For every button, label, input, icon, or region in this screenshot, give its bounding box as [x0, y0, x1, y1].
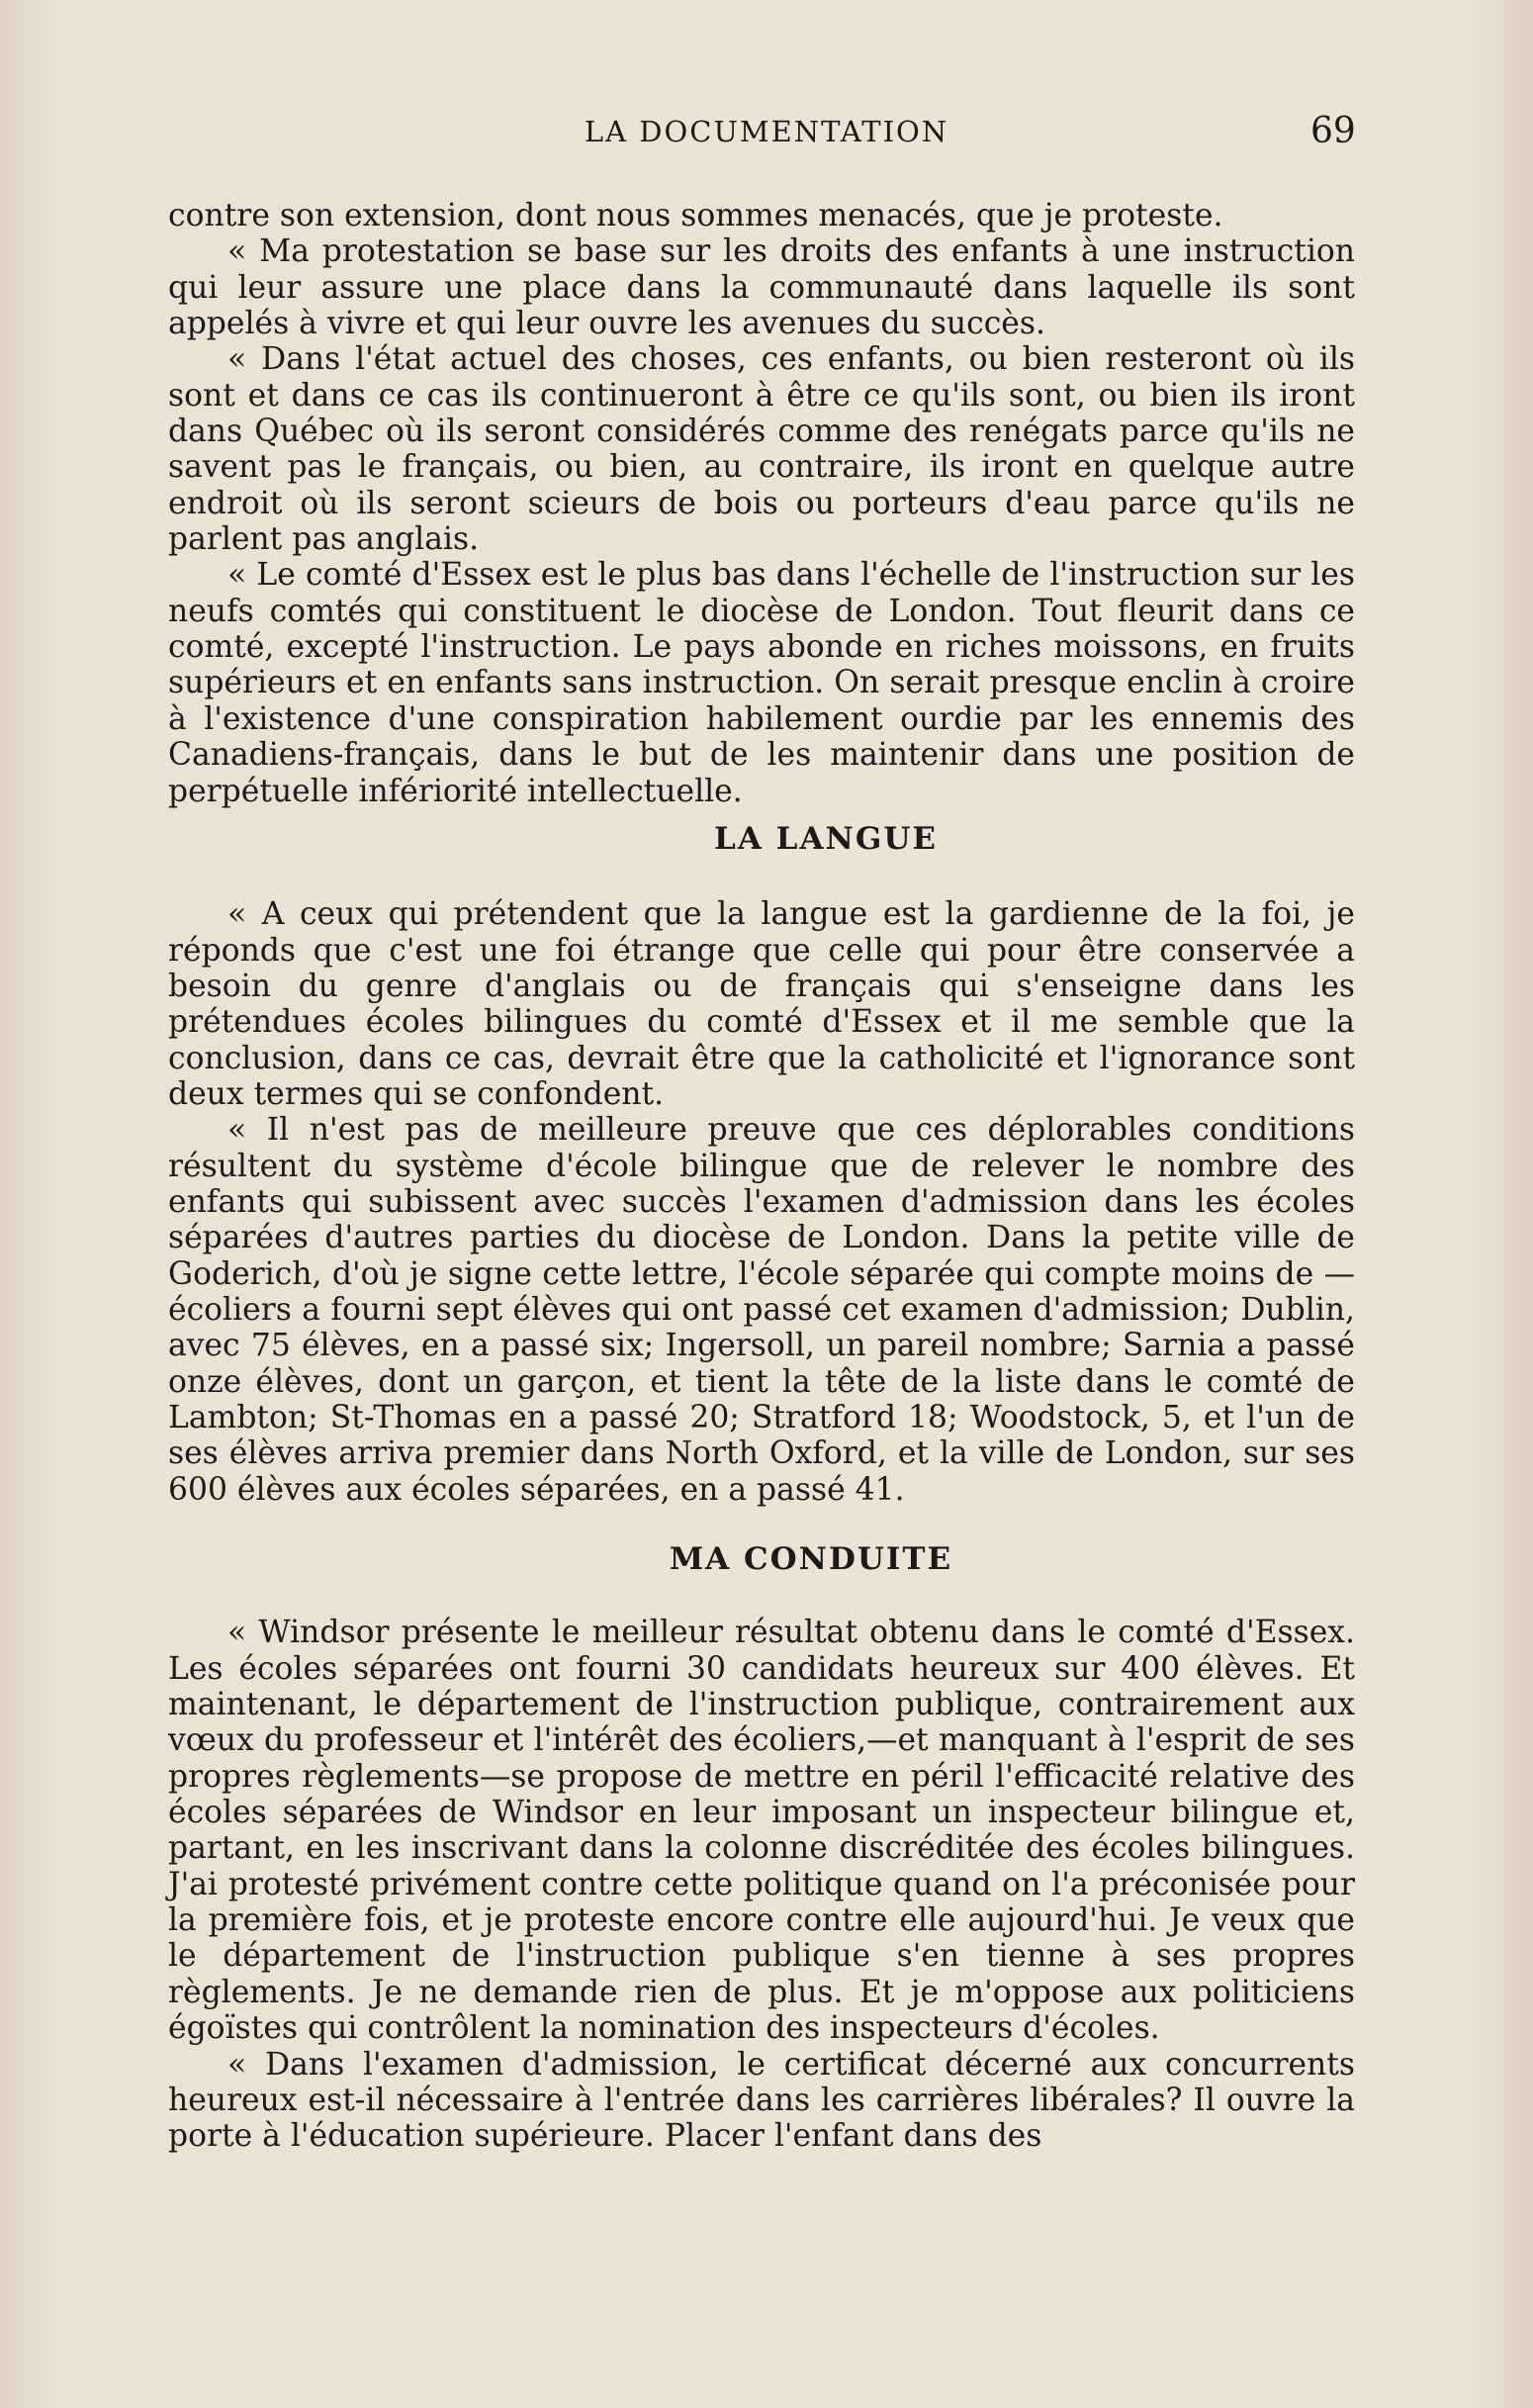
paragraph: « Dans l'examen d'admission, le certificat décerné aux concurrents heureux est-il nécessaire à l'entrée dans les carrières libérales? Il ouvre la porte à l'éducation supérieure. Placer l'enfant dans des: [168, 2046, 1355, 2155]
paragraph: « Il n'est pas de meilleure preuve que ces déplorables conditions résultent du système d'école bilingue que de relever le nombre des enfants qui subissent avec succès l'examen d'admission dans les écoles séparées d'autres parties du diocèse de London. Dans la petite ville de Goderich, d'où je signe cette lettre, l'école séparée qui compte moins de — écoliers a fourni sept élèves qui ont passé cet examen d'admission; Dublin, avec 75 élèves, en a passé six; Ingersoll, un pareil nombre; Sarnia a passé onze élèves, dont un garçon, et tient la tête de la liste dans le comté de Lambton; St-Thomas en a passé 20; Stratford 18; Woodstock, 5, et l'un de ses élèves arriva premier dans North Oxford, et la ville de London, sur ses 600 élèves aux écoles séparées, en a passé 41.: [168, 1112, 1355, 1508]
paragraph: « Le comté d'Essex est le plus bas dans l'échelle de l'instruction sur les neufs comtés qui constituent le diocèse de London. Tout fleurit dans ce comté, excepté l'instruction. Le pays abonde en riches moissons, en fruits supérieurs et en enfants sans instruction. On serait presque enclin à croire à l'existence d'une conspiration habilement ourdie par les ennemis des Canadiens-français, dans le but de les maintenir dans une position de perpétuelle infériorité intellectuelle.: [168, 557, 1355, 809]
body-text: [168, 198, 1355, 2155]
running-head: [0, 111, 1533, 160]
paragraph: contre son extension, dont nous sommes menacés, que je proteste.: [168, 198, 1223, 233]
paragraph: « Ma protestation se base sur les droits des enfants à une instruction qui leur assure une place dans la communauté dans laquelle ils sont appelés à vivre et qui leur ouvre les avenues du succès.: [168, 233, 1355, 342]
section-heading-la-langue: LA LANGUE: [714, 820, 938, 857]
paragraph: « Windsor présente le meilleur résultat obtenu dans le comté d'Essex. Les écoles séparées ont fourni 30 candidats heureux sur 400 élèves. Et maintenant, le département de l'instruction publique, contrairement aux vœux du professeur et l'intérêt des écoliers,—et manquant à l'esprit de ses propres règlements—se propose de mettre en péril l'efficacité relative des écoles séparées de Windsor en leur imposant un inspecteur bilingue et, partant, en les inscrivant dans la colonne discréditée des écoles bilingues. J'ai protesté privément contre cette politique quand on l'a préconisée pour la première fois, et je proteste encore contre elle aujourd'hui. Je veux que le département de l'instruction publique s'en tienne à ses propres règlements. Je ne demande rien de plus. Et je m'oppose aux politiciens égoïstes qui contrôlent la nomination des inspecteurs d'écoles.: [168, 1615, 1355, 2047]
running-title: LA DOCUMENTATION: [584, 115, 949, 148]
section-heading-ma-conduite: MA CONDUITE: [669, 1541, 953, 1578]
paragraph: « Dans l'état actuel des choses, ces enfants, ou bien resteront où ils sont et dans ce cas ils continueront à être ce qu'ils sont, ou bien ils iront dans Québec où ils seront considérés comme des renégats parce qu'ils ne savent pas le français, ou bien, au contraire, ils iront en quelque autre endroit où ils seront scieurs de bois ou porteurs d'eau parce qu'ils ne parlent pas anglais.: [168, 341, 1355, 558]
page-number: 69: [1310, 111, 1356, 151]
paragraph: « A ceux qui prétendent que la langue est la gardienne de la foi, je réponds que c'est une foi étrange que celle qui pour être conservée a besoin du genre d'anglais ou de français qui s'enseigne dans les prétendues écoles bilingues du comté d'Essex et il me semble que la conclusion, dans ce cas, devrait être que la catholicité et l'ignorance sont deux termes qui se confondent.: [168, 896, 1355, 1112]
